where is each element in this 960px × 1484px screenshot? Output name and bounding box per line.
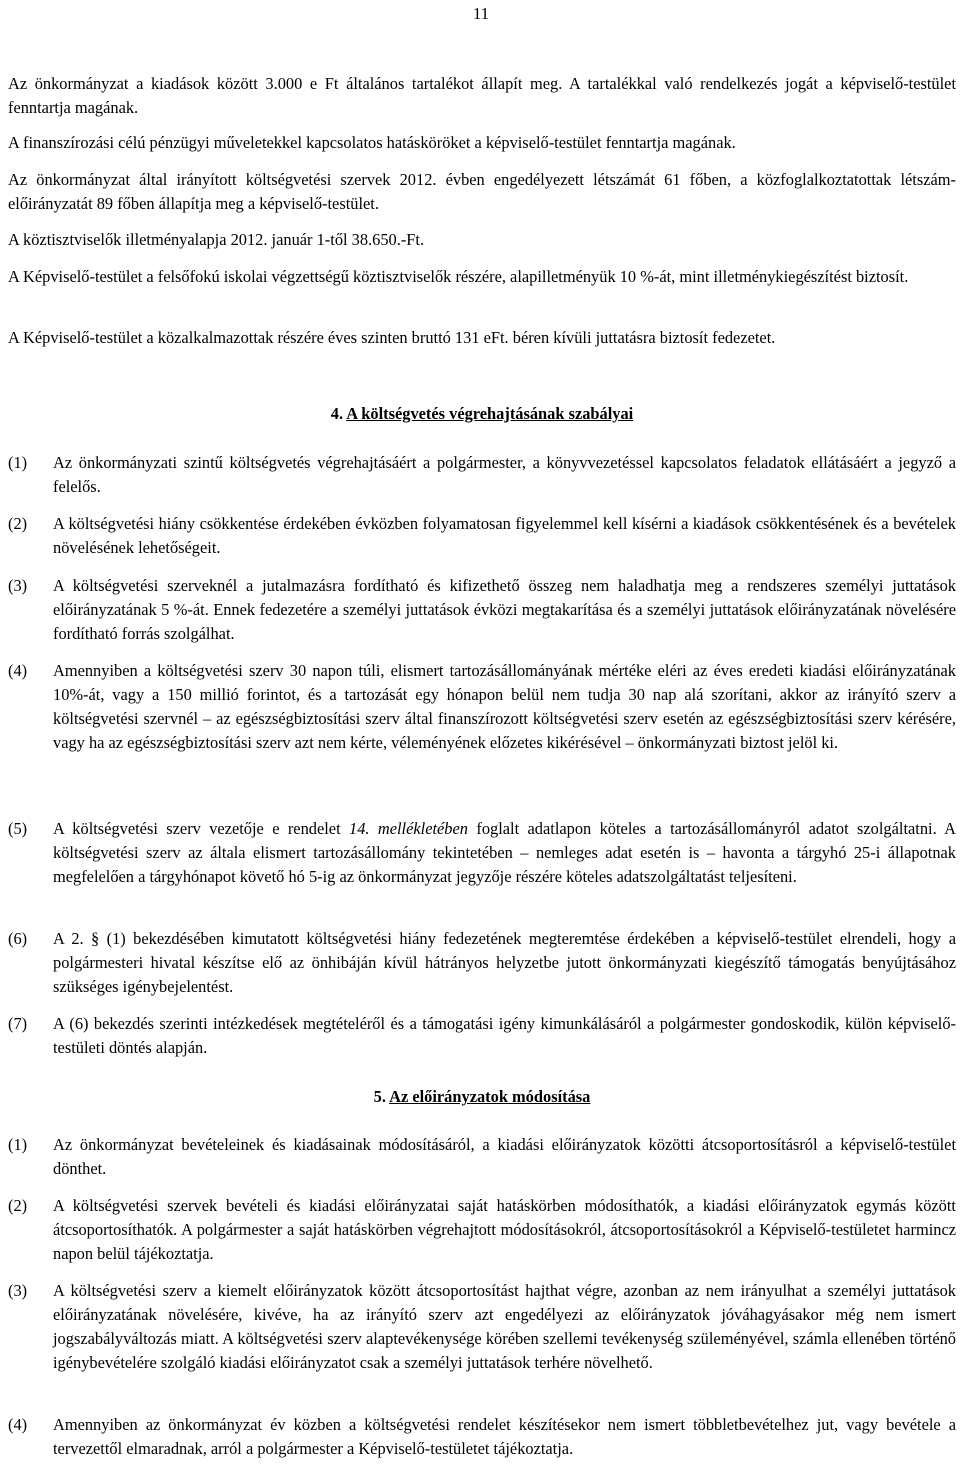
item-number: (2) [8, 514, 28, 533]
list-item [8, 1194, 956, 1266]
item-number: (2) [8, 1196, 28, 1215]
item-text: A költségvetési szerveknél a jutalmazásra fordítható és kifizethető összeg nem haladhatja meg a rendszeres személyi juttatások előirányzatának 5 %-át. Ennek fedezetére a személyi juttatások évközi megtakarítása és a személyi juttatások előirányzatának növelésére fordítható forrás szolgálhat. [53, 576, 956, 643]
intro-paragraph-4 [8, 228, 956, 261]
item-text: Az önkormányzati szintű költségvetés végrehajtásáért a polgármester, a könyvvezetéssel kapcsolatos feladatok ellátásáért a jegyző a felelős. [53, 453, 956, 496]
item-text: A költségvetési szervek bevételi és kiadási előirányzatai saját hatáskörben módosíthatók, a kiadási előirányzatok egymás között átcsoportosíthatók. A polgármester a saját hatáskörben végrehajtott módosításokról, átcsoportosításokról a Képviselő-testületet harmincz napon belül tájékoztatja. [53, 1196, 956, 1263]
list-item [8, 512, 956, 560]
item-text: A (6) bekezdés szerinti intézkedések megtételéről és a támogatási igény kimunkálásáról a polgármester gondoskodik, külön képviselő-testületi döntés alapján. [53, 1014, 956, 1057]
item-text: Amennyiben az önkormányzat év közben a költségvetési rendelet készítésekor nem ismert többletbevételhez jut, vagy bevétele a tervezettől elmaradnak, arról a polgármester a Képviselő-testületet tájékoztatja. [53, 1415, 956, 1458]
intro-paragraph-3 [8, 168, 956, 225]
intro-text: A Képviselő-testület a közalkalmazottak részére éves szinten bruttó 131 eFt. béren kívüli juttatásra biztosít fedezetet. [8, 328, 776, 347]
item-number: (3) [8, 576, 28, 595]
section-heading [8, 402, 956, 426]
intro-paragraph-2 [8, 131, 956, 164]
intro-paragraph-6 [8, 326, 956, 359]
list-item [8, 574, 956, 646]
section-4-item-4 [8, 659, 956, 767]
item-number: (7) [8, 1014, 28, 1033]
section-4-item-6 [8, 927, 956, 1011]
intro-paragraph-5 [8, 265, 956, 298]
section-5-item-4 [8, 1413, 956, 1473]
item-number: (4) [8, 661, 28, 680]
intro-text: A köztisztviselők illetményalapja 2012. január 1-től 38.650.-Ft. [8, 230, 425, 249]
intro-text: Az önkormányzat a kiadások között 3.000 e Ft általános tartalékot állapít meg. A tartalékkal való rendelkezés jogát a képviselő-testület fenntartja magának. [8, 74, 956, 117]
list-item [8, 451, 956, 499]
item-number: (3) [8, 1281, 28, 1300]
section-5-item-2 [8, 1194, 956, 1278]
item-number: (6) [8, 929, 28, 948]
item-text-italic: 14. mellékletében [349, 819, 468, 838]
intro-paragraph-1 [8, 72, 956, 129]
section-4-item-2 [8, 512, 956, 572]
item-text: A költségvetési szerv a kiemelt előirányzatok között átcsoportosítást hajthat végre, azonban az nem irányulhat a személyi juttatások előirányzatának növelésére, kivéve, ha az irányító szerv azt engedélyezi az előirányzatok jóváhagyásakor még nem ismert jogszabályváltozás miatt. A költségvetési szerv alaptevékenysége körében szellemi tevékenység szüleményével, számla ellenében történő igénybevételére szolgáló kiadási előirányzatot csak a személyi juttatások terhére növelhető. [53, 1281, 956, 1372]
intro-text: Az önkormányzat által irányított költségvetési szervek 2012. évben engedélyezett létszámát 61 főben, a közfoglalkoztatottak létszám-előirányzatát 89 főben állapítja meg a képviselő-testület. [8, 170, 956, 213]
item-number: (1) [8, 453, 28, 472]
intro-text: A finanszírozási célú pénzügyi műveletekkel kapcsolatos hatásköröket a képviselő-testület fenntartja magának. [8, 133, 736, 152]
section-4-item-7 [8, 1012, 956, 1072]
item-text: Amennyiben a költségvetési szerv 30 napon túli, elismert tartozásállományának mértéke eléri az éves eredeti kiadási előirányzatának 10%-át, vagy a 150 millió forintot, és a tartozását egy hónapon belül nem tudja 30 nap alá szorítani, akkor az irányító szerv a költségvetési szervnél – az egészségbiztosítási szerv által finanszírozott költségvetési szerv esetén az egészségbiztosítási szerv kérésére, vagy ha az egészségbiztosítási szerv azt nem kérte, véleményének előzetes kikérésével – önkormányzati biztost jelöl ki. [53, 661, 956, 752]
list-item [8, 927, 956, 999]
section-5-item-1 [8, 1133, 956, 1193]
section-number: 4. [330, 404, 344, 423]
page-number: 11 [472, 4, 490, 23]
item-text-part: A költségvetési szerv vezetője e rendelet [53, 819, 350, 838]
section-5-heading [8, 1085, 956, 1109]
section-4-item-1 [8, 451, 956, 511]
section-heading [8, 1085, 956, 1109]
item-text: Az önkormányzat bevételeinek és kiadásainak módosításáról, a kiadási előirányzatok közötti átcsoportosításról a képviselő-testület dönthet. [53, 1135, 956, 1178]
item-number: (1) [8, 1135, 28, 1154]
list-item [8, 1133, 956, 1181]
list-item [8, 1279, 956, 1375]
list-item [8, 1413, 956, 1461]
section-title: A költségvetés végrehajtásának szabályai [346, 404, 634, 423]
list-item [8, 817, 956, 889]
item-text: A 2. § (1) bekezdésében kimutatott költségvetési hiány fedezetének megteremtése érdekében a képviselő-testület elrendeli, hogy a polgármesteri hivatal készítse elő az önhibáján kívül hátrányos helyzetbe jutott önkormányzati kiegészítő támogatás benyújtásához szükséges igénybejelentést. [53, 929, 956, 996]
section-title: Az előirányzatok módosítása [389, 1087, 591, 1106]
item-text: A költségvetési hiány csökkentése érdekében évközben folyamatosan figyelemmel kell kísérni a kiadások csökkentésének és a bevételek növelésének lehetőségeit. [53, 514, 956, 557]
item-text-part: foglalt adatlapon köteles a tartozásállományról adatot szolgáltatni. A költségvetési szerv az általa elismert tartozásállomány tekintetében – nemleges adat esetén is – havonta a tárgyhó 25-i állapotnak megfelelően a tárgyhónapot követő hó 5-ig az önkormányzat jegyzője részére köteles adatszolgáltatást teljesíteni. [53, 819, 956, 886]
section-5-item-3 [8, 1279, 956, 1387]
section-4-item-5 [8, 817, 956, 901]
item-number: (4) [8, 1415, 28, 1434]
section-number: 5. [373, 1087, 386, 1106]
list-item [8, 1012, 956, 1060]
section-4-item-3 [8, 574, 956, 658]
intro-text: A Képviselő-testület a felsőfokú iskolai végzettségű köztisztviselők részére, alapilletményük 10 %-át, mint illetménykiegészítést biztosít. [8, 267, 909, 286]
item-number: (5) [8, 819, 28, 838]
section-4-heading [8, 402, 956, 426]
list-item [8, 659, 956, 755]
